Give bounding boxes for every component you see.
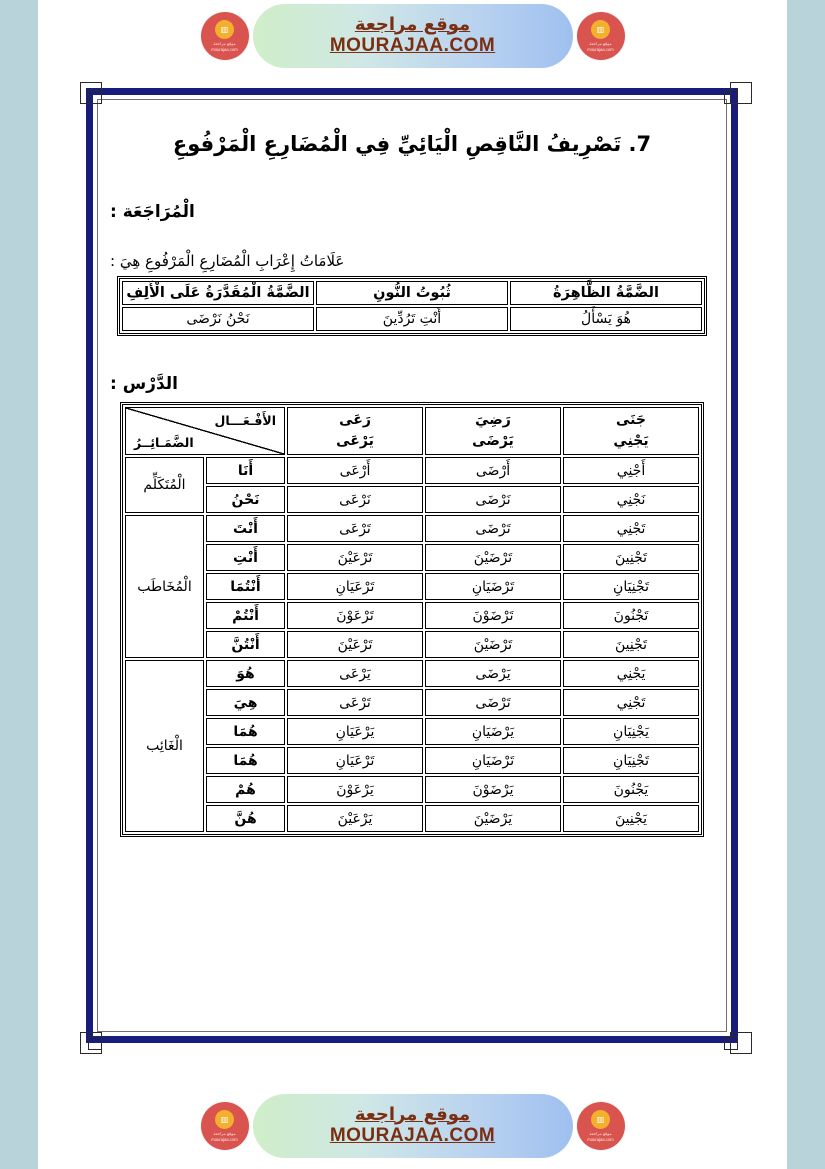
conjugated-form-cell: تَجْنِيَانِ [563,573,699,600]
conjugated-form-cell: يَرْعَوْنَ [287,776,423,803]
header-banner [0,0,825,72]
conjugation-table-body [125,407,699,832]
table-row [125,544,699,571]
conjugated-form-cell: نَرْضَى [425,486,561,513]
lesson-section-label: الدَّرْس : [110,374,178,394]
brand-name-arabic: موقع مراجعة [354,1103,471,1125]
brand-logo-left [201,12,249,60]
page-title: 7. تَصْرِيفُ النَّاقِصِ الْيَائِيِّ فِي الْمُضَارِعِ الْمَرْفُوعِ [172,132,652,156]
axis-corner-cell [125,407,285,455]
logo-caption-en: mourajaa.com [587,1136,614,1142]
conjugated-form-cell: تَرْعَوْنَ [287,602,423,629]
verb-header-cell [425,407,561,455]
conjugated-form-cell: يَرْعَى [287,660,423,687]
pronoun-cell: هُمَا [206,747,285,774]
corner-label-pronouns: الضَّمَـائِــرُ [134,435,194,450]
conjugated-form-cell: تَجْنِينَ [563,544,699,571]
pronoun-cell: هُمَا [206,718,285,745]
table-row [125,631,699,658]
logo-caption-ar: موقع مراجعة [589,1130,612,1136]
table-row [125,486,699,513]
table-row [125,805,699,832]
conjugated-form-cell: يَرْعَيَانِ [287,718,423,745]
conjugated-form-cell: تَرْضَوْنَ [425,602,561,629]
table-row [125,776,699,803]
conjugated-form-cell: تَجْنِي [563,515,699,542]
pronoun-cell: أَنْتُمَا [206,573,285,600]
conjugated-form-cell: تَرْضَى [425,515,561,542]
footer-brand-pill [211,1094,614,1158]
review-header-cell: ثُبُوتُ النُّونِ [316,281,508,305]
table-row [125,718,699,745]
logo-caption [587,41,614,52]
conjugation-header-row [125,407,699,455]
header-brand-pill [211,4,614,68]
brand-domain: MOURAJAA.COM [329,1125,496,1147]
logo-caption [211,1131,238,1142]
review-header-cell: الضَّمَّةُ الظَّاهِرَةُ [510,281,702,305]
brand-logo-right [577,12,625,60]
review-table-example-row [122,307,702,331]
logo-caption [211,41,238,52]
frame-corner-inner-bottom-right [724,1036,738,1050]
conjugated-form-cell: يَجْنِينَ [563,805,699,832]
review-table [117,276,707,336]
pronoun-cell: أَنْتُنَّ [206,631,285,658]
conjugated-form-cell: تَرْعَيْنَ [287,631,423,658]
review-intro-text: عَلَامَاتُ إِعْرَابِ الْمُضَارِعِ الْمَرْفُوعِ هِيَ : [110,252,345,270]
pronoun-cell: هُنَّ [206,805,285,832]
conjugated-form-cell: نَجْنِي [563,486,699,513]
table-row [125,515,699,542]
review-example-cell: أَنْتِ تَرُدِّينَ [316,307,508,331]
conjugated-form-cell: تَرْعَى [287,515,423,542]
verb-past: رَعَى [339,412,371,428]
review-table-body [122,281,702,331]
table-row [125,660,699,687]
frame-corner-inner-bottom-left [88,1036,102,1050]
conjugated-form-cell: يَجْنِيَانِ [563,718,699,745]
conjugated-form-cell: تَجْنِي [563,689,699,716]
verb-header-cell [563,407,699,455]
conjugated-form-cell: أَرْضَى [425,457,561,484]
conjugated-form-cell: تَجْنِيَانِ [563,747,699,774]
corner-label-verbs: الأَفْـعَـــال [214,413,276,428]
review-table-header-row [122,281,702,305]
verb-header-cell [287,407,423,455]
conjugated-form-cell: يَرْضَوْنَ [425,776,561,803]
pronoun-cell: أَنَا [206,457,285,484]
book-icon: ▥ [215,1110,234,1129]
brand-logo-left [201,1102,249,1150]
conjugated-form-cell: يَجْنُونَ [563,776,699,803]
logo-caption-ar: موقع مراجعة [213,1130,236,1136]
verb-present: يَرْعَى [336,433,374,449]
verb-present: يَجْنِي [613,433,649,449]
conjugated-form-cell: يَرْضَى [425,660,561,687]
footer-banner [0,1083,825,1169]
worksheet-content [110,110,714,1025]
review-header-cell: الضَّمَّةُ الْمُقَدَّرَةُ عَلَى الْأَلِفِ [122,281,314,305]
review-section-label: الْمُرَاجَعَة : [110,202,195,222]
brand-domain: MOURAJAA.COM [329,35,496,57]
conjugated-form-cell: تَرْضَيْنَ [425,544,561,571]
brand-name-arabic: موقع مراجعة [354,13,471,35]
frame-corner-inner-top-left [88,90,102,104]
conjugated-form-cell: تَجْنُونَ [563,602,699,629]
conjugated-form-cell: تَرْعَيَانِ [287,573,423,600]
pronoun-group-label: الْمُتَكَلِّم [125,457,204,513]
logo-caption-en: mourajaa.com [211,46,238,52]
conjugated-form-cell: يَرْضَيْنَ [425,805,561,832]
conjugated-form-cell: تَرْضَيَانِ [425,747,561,774]
logo-caption-ar: موقع مراجعة [589,40,612,46]
conjugated-form-cell: أَجْنِي [563,457,699,484]
table-row [125,747,699,774]
review-example-cell: نَحْنُ نَرْضَى [122,307,314,331]
conjugated-form-cell: يَرْعَيْنَ [287,805,423,832]
review-example-cell: هُوَ يَسْأَلُ [510,307,702,331]
pronoun-cell: أَنْتُمْ [206,602,285,629]
conjugated-form-cell: تَجْنِينَ [563,631,699,658]
logo-caption-ar: موقع مراجعة [213,40,236,46]
frame-corner-inner-top-right [724,90,738,104]
table-row [125,602,699,629]
book-icon: ▥ [215,20,234,39]
logo-caption-en: mourajaa.com [587,46,614,52]
pronoun-cell: أَنْتِ [206,544,285,571]
pronoun-cell: أَنْتَ [206,515,285,542]
conjugation-table [120,402,704,837]
table-row [125,689,699,716]
conjugated-form-cell: يَجْنِي [563,660,699,687]
pronoun-group-label: الْغَائِب [125,660,204,832]
verb-past: رَضِيَ [475,412,511,428]
verb-past: جَنَى [616,412,646,428]
book-icon: ▥ [591,20,610,39]
conjugated-form-cell: أَرْعَى [287,457,423,484]
conjugated-form-cell: يَرْضَيَانِ [425,718,561,745]
conjugated-form-cell: تَرْعَيْنَ [287,544,423,571]
book-icon: ▥ [591,1110,610,1129]
logo-caption [587,1131,614,1142]
logo-caption-en: mourajaa.com [211,1136,238,1142]
conjugated-form-cell: تَرْضَى [425,689,561,716]
pronoun-cell: هُمْ [206,776,285,803]
brand-logo-right [577,1102,625,1150]
conjugated-form-cell: نَرْعَى [287,486,423,513]
pronoun-cell: هِيَ [206,689,285,716]
pronoun-cell: نَحْنُ [206,486,285,513]
conjugated-form-cell: تَرْضَيَانِ [425,573,561,600]
pronoun-cell: هُوَ [206,660,285,687]
conjugated-form-cell: تَرْعَيَانِ [287,747,423,774]
table-row [125,457,699,484]
conjugated-form-cell: تَرْضَيْنَ [425,631,561,658]
pronoun-group-label: الْمُخَاطَب [125,515,204,658]
conjugated-form-cell: تَرْعَى [287,689,423,716]
table-row [125,573,699,600]
verb-present: يَرْضَى [472,433,514,449]
